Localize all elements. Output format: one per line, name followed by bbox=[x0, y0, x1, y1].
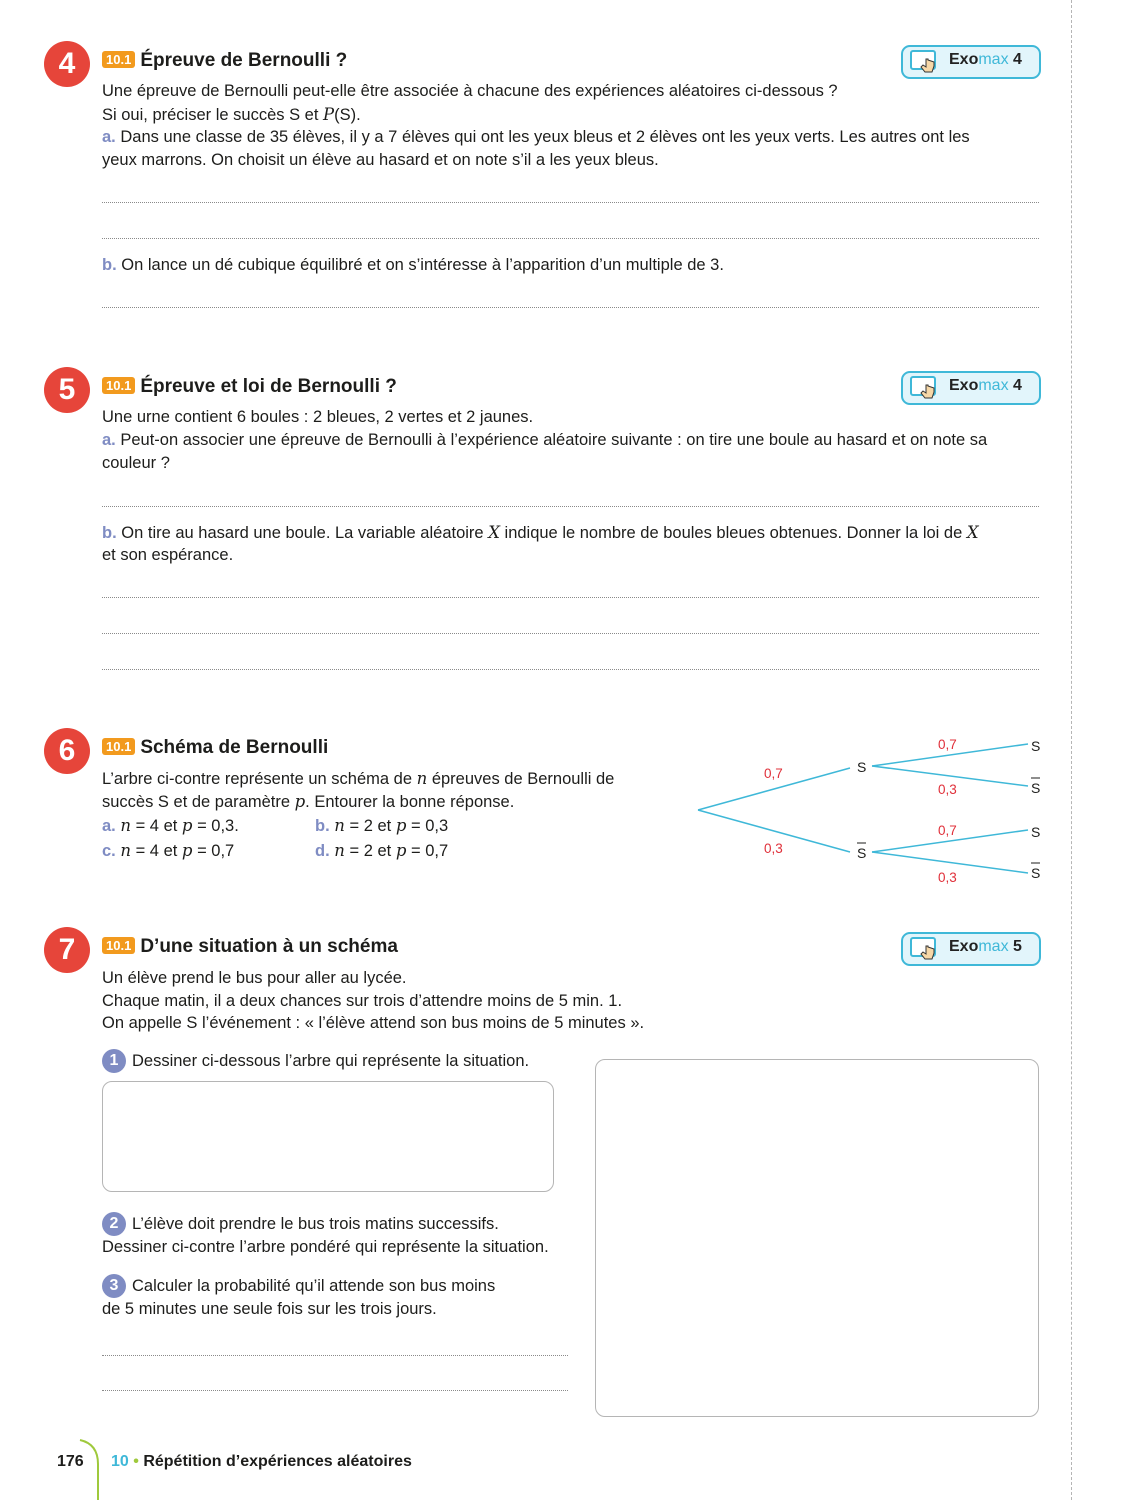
answer-line[interactable] bbox=[102, 669, 1039, 670]
chapter-title: 10 • Répétition d’expériences aléatoires bbox=[111, 1453, 412, 1470]
exercise-7-question-2-line2: Dessiner ci-contre l’arbre pondéré qui représente la situation. bbox=[102, 1238, 549, 1256]
exercise-7-question-1: 1 Dessiner ci-dessous l’arbre qui représente la situation. bbox=[102, 1049, 529, 1073]
exomax-4-button[interactable]: Exomax 4 bbox=[901, 371, 1041, 405]
lesson-tag: 10.1 bbox=[102, 51, 135, 68]
answer-option-d[interactable]: d. n = 2 et p = 0,7 bbox=[315, 841, 449, 860]
tree-weight: 0,7 bbox=[764, 766, 783, 781]
answer-line[interactable] bbox=[102, 202, 1039, 203]
exercise-5-question-a-line2: couleur ? bbox=[102, 454, 170, 472]
exercise-5-title: 10.1 Épreuve et loi de Bernoulli ? bbox=[102, 376, 397, 398]
lesson-tag: 10.1 bbox=[102, 377, 135, 394]
exercise-4-question-b: b. On lance un dé cubique équilibré et on s’intéresse à l’apparition d’un multiple de 3. bbox=[102, 256, 724, 274]
exomax-4-button[interactable]: Exomax 4 bbox=[901, 45, 1041, 79]
exercise-7-title: 10.1 D’une situation à un schéma bbox=[102, 936, 398, 958]
question-number-badge: 1 bbox=[102, 1049, 126, 1073]
answer-line[interactable] bbox=[102, 1355, 568, 1356]
tree-leaf-sbar: S bbox=[1031, 780, 1041, 796]
probability-tree bbox=[690, 730, 1050, 890]
exercise-5-question-b: b. On tire au hasard une boule. La variable aléatoire X indique le nombre de boules bleues obtenues. Donner la loi de X bbox=[102, 523, 979, 542]
exercise-6-statement-2: succès S et de paramètre p. Entourer la bonne réponse. bbox=[102, 792, 515, 811]
answer-line[interactable] bbox=[102, 238, 1039, 239]
answer-option-b[interactable]: b. n = 2 et p = 0,3 bbox=[315, 816, 449, 835]
answer-line[interactable] bbox=[102, 506, 1039, 507]
exercise-4-question-a: a. Dans une classe de 35 élèves, il y a 7 élèves qui ont les yeux bleus et 2 élèves ont les yeux verts. Les autres ont les bbox=[102, 128, 970, 146]
page-number: 176 bbox=[57, 1453, 84, 1470]
tree-leaf-s: S bbox=[1031, 738, 1041, 754]
exercise-4-intro-2: Si oui, préciser le succès S et P(S). bbox=[102, 105, 361, 124]
answer-option-a[interactable]: a. n = 4 et p = 0,3. bbox=[102, 816, 239, 835]
exercise-5-question-a: a. Peut-on associer une épreuve de Bernoulli à l’expérience aléatoire suivante : on tire une boule au hasard et on note sa bbox=[102, 431, 988, 449]
tree-node-sbar: S bbox=[857, 845, 867, 861]
exercise-4-number: 4 bbox=[44, 41, 90, 87]
hand-pointer-icon bbox=[909, 936, 941, 961]
exercise-6-number: 6 bbox=[44, 728, 90, 774]
exercise-6-title: 10.1 Schéma de Bernoulli bbox=[102, 737, 328, 759]
lesson-tag: 10.1 bbox=[102, 937, 135, 954]
lesson-tag: 10.1 bbox=[102, 738, 135, 755]
tree-drawing-box[interactable] bbox=[102, 1081, 554, 1192]
exercise-4-title: 10.1 Épreuve de Bernoulli ? bbox=[102, 50, 347, 72]
exercise-7-question-3-line2: de 5 minutes une seule fois sur les trois jours. bbox=[102, 1300, 437, 1318]
tree-leaf-s: S bbox=[1031, 824, 1041, 840]
margin-cut-line bbox=[1071, 0, 1072, 1500]
exercise-7-intro-2: Chaque matin, il a deux chances sur trois d’attendre moins de 5 min. 1. bbox=[102, 992, 623, 1010]
exercise-4-question-a-line2: yeux marrons. On choisit un élève au hasard et on note s’il a les yeux bleus. bbox=[102, 151, 659, 169]
tree-weight: 0,3 bbox=[938, 870, 957, 885]
answer-line[interactable] bbox=[102, 307, 1039, 308]
exercise-5-intro: Une urne contient 6 boules : 2 bleues, 2 vertes et 2 jaunes. bbox=[102, 408, 534, 426]
tree-weight: 0,7 bbox=[938, 823, 957, 838]
exomax-5-button[interactable]: Exomax 5 bbox=[901, 932, 1041, 966]
question-number-badge: 3 bbox=[102, 1274, 126, 1298]
tree-weight: 0,3 bbox=[764, 841, 783, 856]
tree-node-s: S bbox=[857, 759, 867, 775]
exercise-7-question-2: 2 L’élève doit prendre le bus trois matins successifs. bbox=[102, 1212, 499, 1236]
answer-option-c[interactable]: c. n = 4 et p = 0,7 bbox=[102, 841, 235, 860]
weighted-tree-drawing-box[interactable] bbox=[595, 1059, 1039, 1417]
exercise-5-question-b-line2: et son espérance. bbox=[102, 546, 234, 564]
exercise-5-number: 5 bbox=[44, 367, 90, 413]
question-number-badge: 2 bbox=[102, 1212, 126, 1236]
exercise-7-intro-1: Un élève prend le bus pour aller au lycée. bbox=[102, 969, 407, 987]
answer-line[interactable] bbox=[102, 597, 1039, 598]
hand-pointer-icon bbox=[909, 49, 941, 74]
exercise-6-statement-1: L’arbre ci-contre représente un schéma de n épreuves de Bernoulli de bbox=[102, 769, 615, 788]
exercise-7-number: 7 bbox=[44, 927, 90, 973]
hand-pointer-icon bbox=[909, 375, 941, 400]
tree-weight: 0,7 bbox=[938, 737, 957, 752]
exercise-7-intro-3: On appelle S l’événement : « l’élève attend son bus moins de 5 minutes ». bbox=[102, 1014, 645, 1032]
exercise-7-question-3: 3 Calculer la probabilité qu’il attende son bus moins bbox=[102, 1274, 495, 1298]
tree-weight: 0,3 bbox=[938, 782, 957, 797]
exercise-4-intro-1: Une épreuve de Bernoulli peut-elle être associée à chacune des expériences aléatoires ci-dessous ? bbox=[102, 82, 838, 100]
answer-line[interactable] bbox=[102, 633, 1039, 634]
answer-line[interactable] bbox=[102, 1390, 568, 1391]
tree-leaf-sbar: S bbox=[1031, 865, 1041, 881]
